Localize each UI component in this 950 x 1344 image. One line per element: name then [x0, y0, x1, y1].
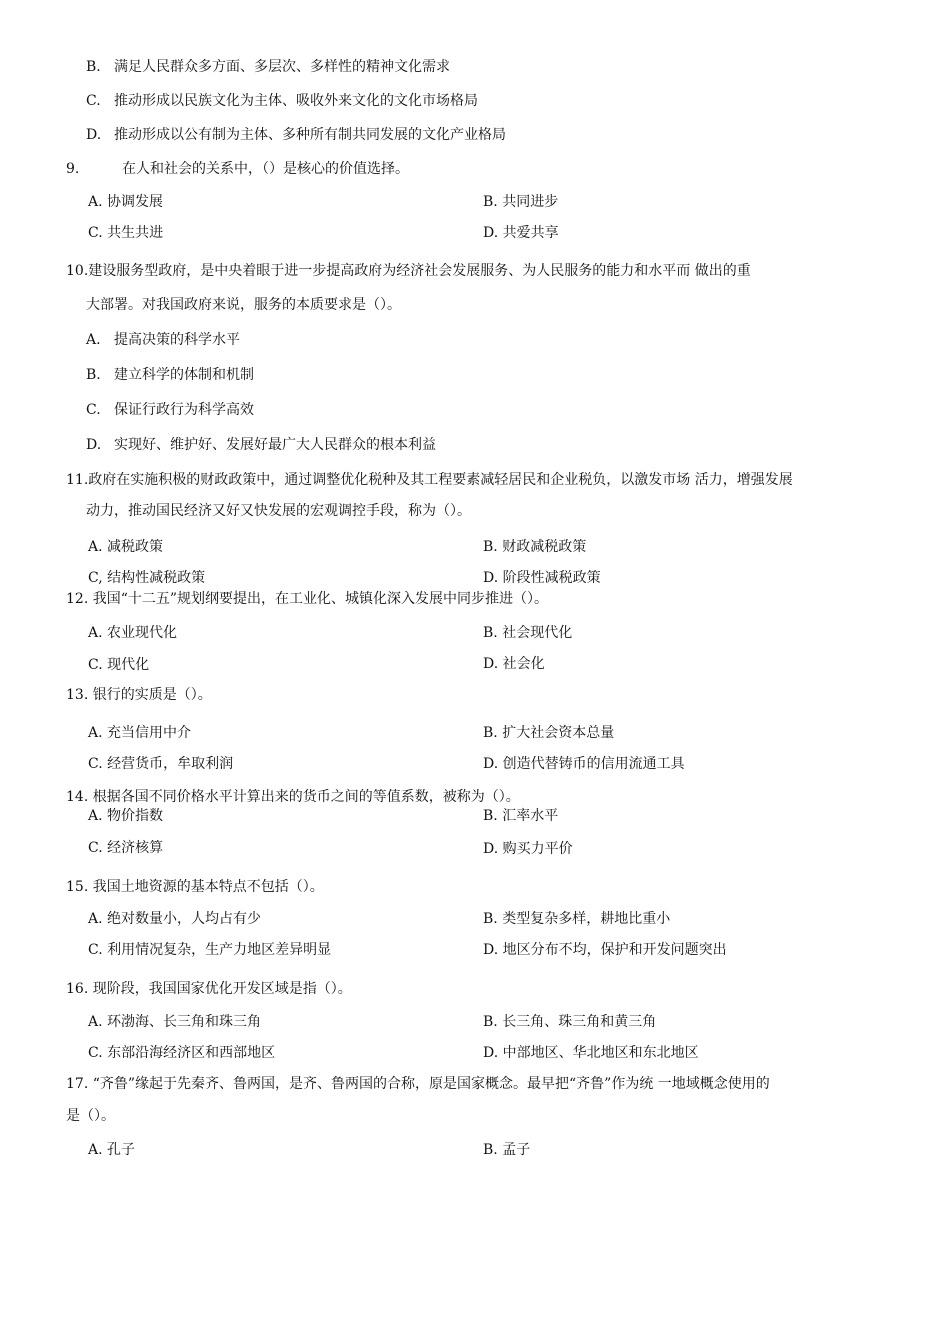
option-9c: C. 共生共进: [88, 225, 164, 241]
option-15d: D. 地区分布不均，保护和开发问题突出: [483, 942, 727, 958]
option-13b: B. 扩大社会资本总量: [483, 725, 615, 741]
option-12c: C. 现代化: [88, 657, 150, 673]
option-15a: A. 绝对数量小，人均占有少: [88, 911, 262, 927]
option-8b: B. 满足人民群众多方面、多层次、多样性的精神文化需求: [86, 59, 450, 75]
option-16c: C. 东部沿海经济区和西部地区: [88, 1045, 276, 1061]
option-16b: B. 长三角、珠三角和黄三角: [483, 1014, 657, 1030]
question-10-line1: 10.建设服务型政府，是中央着眼于进一步提高政府为经济社会发展服务、为人民服务的能力和水平而 做出的重: [66, 263, 751, 279]
option-14d: D. 购买力平价: [483, 841, 573, 857]
option-13c: C. 经营货币，牟取利润: [88, 756, 234, 772]
option-10b: B. 建立科学的体制和机制: [86, 367, 254, 383]
option-12a: A. 农业现代化: [88, 625, 178, 641]
question-11-line1: 11.政府在实施积极的财政政策中，通过调整优化税种及其工程要素减轻居民和企业税负，以激发市场 活力，增强发展: [66, 472, 793, 488]
option-17a: A. 孔子: [88, 1142, 136, 1158]
option-12b: B. 社会现代化: [483, 625, 573, 641]
option-10c: C. 保证行政行为科学高效: [86, 402, 254, 418]
option-9b: B. 共同进步: [483, 194, 559, 210]
option-11b: B. 财政减税政策: [483, 539, 587, 555]
option-8c: C. 推动形成以民族文化为主体、吸收外来文化的文化市场格局: [86, 93, 478, 109]
option-12d: D. 社会化: [483, 656, 545, 672]
option-9d: D. 共爱共享: [483, 225, 559, 241]
question-17-line2: 是（）。: [66, 1108, 115, 1124]
option-14a: A. 物价指数: [88, 808, 164, 824]
option-10d: D. 实现好、维护好、发展好最广大人民群众的根本利益: [86, 437, 436, 453]
option-11c: C, 结构性减税政策: [88, 570, 206, 586]
question-14: 14. 根据各国不同价格水平计算出来的货币之间的等值系数，被称为（）。: [66, 789, 520, 805]
question-12: 12. 我国“十二五”规划纲要提出，在工业化、城镇化深入发展中同步推进（）。: [66, 591, 549, 607]
question-15: 15. 我国土地资源的基本特点不包括（）。: [66, 879, 324, 895]
option-14c: C. 经济核算: [88, 840, 164, 856]
option-13d: D. 创造代替铸币的信用流通工具: [483, 756, 685, 772]
option-16d: D. 中部地区、华北地区和东北地区: [483, 1045, 699, 1061]
option-10a: A. 提高决策的科学水平: [86, 332, 240, 348]
option-9a: A. 协调发展: [88, 194, 164, 210]
question-9: 9. 在人和社会的关系中，（）是核心的价值选择。: [66, 161, 409, 177]
question-13: 13. 银行的实质是（）。: [66, 687, 212, 703]
question-17-line1: 17. “齐鲁”缘起于先秦齐、鲁两国，是齐、鲁两国的合称，原是国家概念。最早把“齐鲁”作为统 一地域概念使用的: [66, 1076, 770, 1092]
question-11-line2: 动力，推动国民经济又好又快发展的宏观调控手段，称为（）。: [86, 503, 471, 519]
option-15c: C. 利用情况复杂，生产力地区差异明显: [88, 942, 332, 958]
question-10-line2: 大部署。对我国政府来说，服务的本质要求是（）。: [86, 297, 401, 313]
option-17b: B. 孟子: [483, 1142, 531, 1158]
option-16a: A. 环渤海、长三角和珠三角: [88, 1014, 262, 1030]
option-14b: B. 汇率水平: [483, 808, 559, 824]
option-15b: B. 类型复杂多样，耕地比重小: [483, 911, 671, 927]
option-13a: A. 充当信用中介: [88, 725, 192, 741]
option-8d: D. 推动形成以公有制为主体、多种所有制共同发展的文化产业格局: [86, 127, 506, 143]
option-11a: A. 减税政策: [88, 539, 164, 555]
option-11d: D. 阶段性减税政策: [483, 570, 601, 586]
question-16: 16. 现阶段，我国国家优化开发区域是指（）。: [66, 981, 352, 997]
